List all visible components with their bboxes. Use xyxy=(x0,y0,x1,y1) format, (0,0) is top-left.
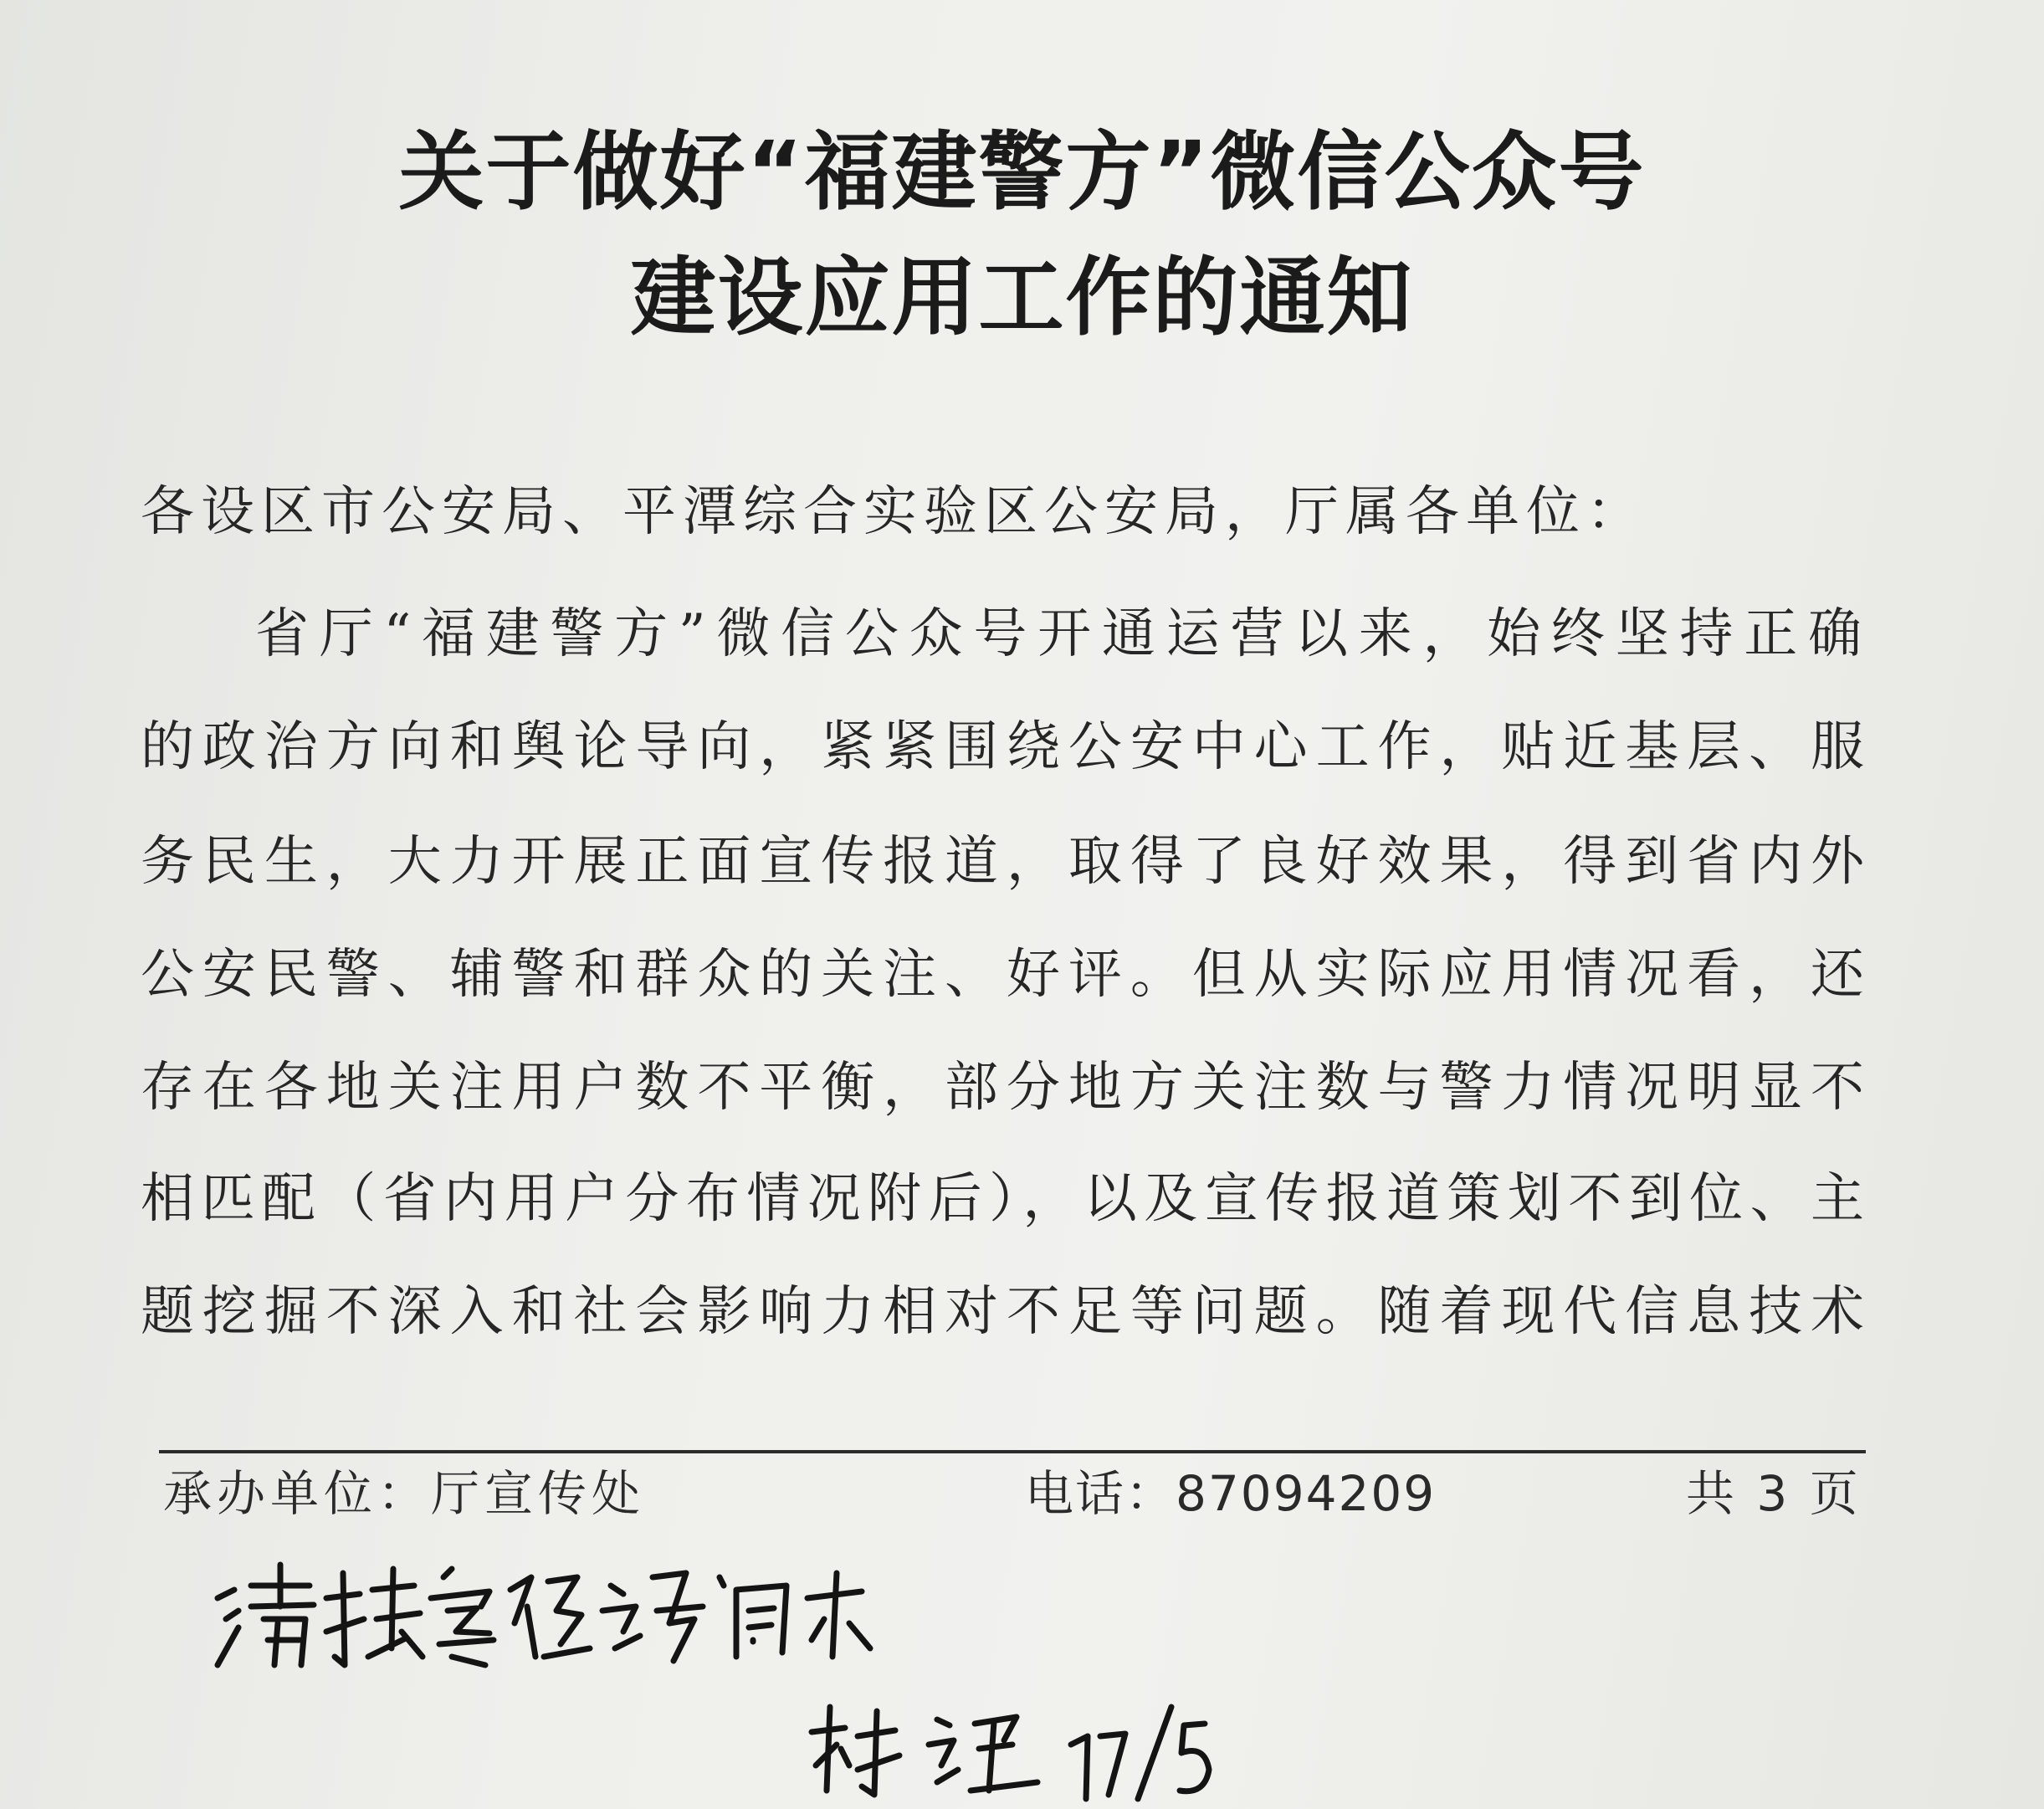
footer-organizer: 承办单位：厅宣传处 xyxy=(163,1465,646,1522)
handwritten-signature xyxy=(812,1707,1037,1795)
document-title-line-2: 建设应用工作的通知 xyxy=(630,249,1414,348)
paragraph-line: 相匹配（省内用户分布情况附后），以及宣传报道策划不到位、主 xyxy=(141,1168,1864,1230)
paragraph-line: 题挖掘不深入和社会影响力相对不足等问题。随着现代信息技术 xyxy=(141,1281,1864,1343)
salutation: 各设区市公安局、平潭综合实验区公安局，厅属各单位： xyxy=(141,481,1647,543)
handwritten-date xyxy=(1071,1707,1209,1799)
paragraph-line: 务民生，大力开展正面宣传报道，取得了良好效果，得到省内外 xyxy=(141,831,1864,893)
handwritten-annotation xyxy=(201,1540,1255,1807)
paragraph-line: 的政治方向和舆论导向，紧紧围绕公安中心工作，贴近基层、服 xyxy=(141,716,1864,778)
paragraph-line: 公安民警、辅警和群众的关注、好评。但从实际应用情况看，还 xyxy=(141,944,1864,1006)
paragraph-line: 省厅“福建警方”微信公众号开通运营以来，始终坚持正确 xyxy=(255,603,1862,665)
footer-page-count: 共 3 页 xyxy=(1686,1465,1862,1522)
handwritten-instruction xyxy=(218,1565,870,1665)
footer-divider xyxy=(159,1450,1866,1453)
document-title-line-1: 关于做好“福建警方”微信公众号 xyxy=(398,123,1646,223)
footer-phone: 电话：87094209 xyxy=(1025,1465,1437,1522)
paragraph-line: 存在各地关注用户数不平衡，部分地方关注数与警力情况明显不 xyxy=(141,1057,1864,1119)
